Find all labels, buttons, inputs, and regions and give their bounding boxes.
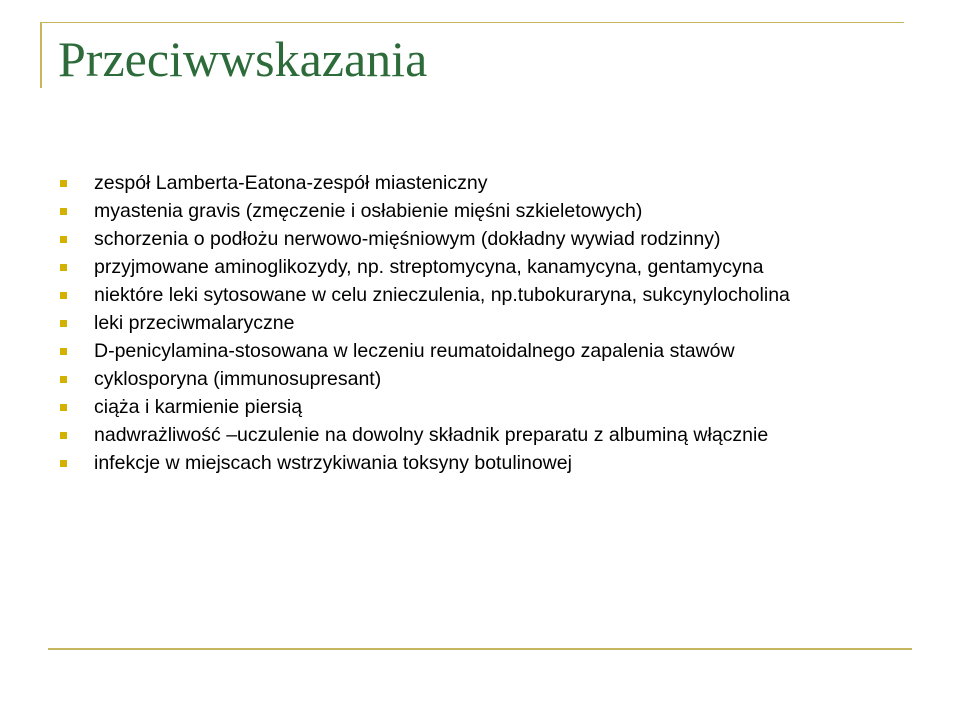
- square-bullet-icon: [60, 376, 67, 383]
- bullet-item: [60, 424, 890, 446]
- square-bullet-icon: [60, 208, 67, 215]
- bullet-item: [60, 284, 890, 306]
- square-bullet-icon: [60, 460, 67, 467]
- bullet-text: przyjmowane aminoglikozydy, np. streptomycyna, kanamycyna, gentamycyna: [94, 256, 764, 278]
- bullet-text: leki przeciwmalaryczne: [94, 312, 295, 334]
- bullet-text: D-penicylamina-stosowana w leczeniu reumatoidalnego zapalenia stawów: [94, 340, 735, 362]
- bullet-item: [60, 256, 890, 278]
- bullet-item: [60, 368, 890, 390]
- bullet-text: ciąża i karmienie piersią: [94, 396, 303, 418]
- square-bullet-icon: [60, 264, 67, 271]
- bullet-text: niektóre leki sytosowane w celu znieczulenia, np.tubokuraryna, sukcynylocholina: [94, 284, 790, 306]
- bullet-text: schorzenia o podłożu nerwowo-mięśniowym (dokładny wywiad rodzinny): [94, 228, 721, 250]
- bullet-item: [60, 172, 890, 194]
- square-bullet-icon: [60, 320, 67, 327]
- square-bullet-icon: [60, 432, 67, 439]
- top-divider: [40, 22, 904, 23]
- square-bullet-icon: [60, 348, 67, 355]
- left-accent-bar: [40, 22, 42, 88]
- bullet-item: [60, 228, 890, 250]
- bullet-text: zespół Lamberta-Eatona-zespół miasteniczny: [94, 172, 488, 194]
- bullet-list: [60, 172, 890, 480]
- bullet-item: [60, 396, 890, 418]
- square-bullet-icon: [60, 292, 67, 299]
- bottom-divider: [48, 648, 912, 650]
- square-bullet-icon: [60, 180, 67, 187]
- bullet-item: [60, 452, 890, 474]
- bullet-text: cyklosporyna (immunosupresant): [94, 368, 382, 390]
- slide-title: Przeciwwskazania: [58, 31, 428, 87]
- bullet-text: infekcje w miejscach wstrzykiwania toksyny botulinowej: [94, 452, 572, 474]
- bullet-text: myastenia gravis (zmęczenie i osłabienie mięśni szkieletowych): [94, 200, 643, 222]
- bullet-item: [60, 340, 890, 362]
- bullet-item: [60, 312, 890, 334]
- bullet-text: nadwrażliwość –uczulenie na dowolny składnik preparatu z albuminą włącznie: [94, 424, 769, 446]
- square-bullet-icon: [60, 404, 67, 411]
- bullet-item: [60, 200, 890, 222]
- square-bullet-icon: [60, 236, 67, 243]
